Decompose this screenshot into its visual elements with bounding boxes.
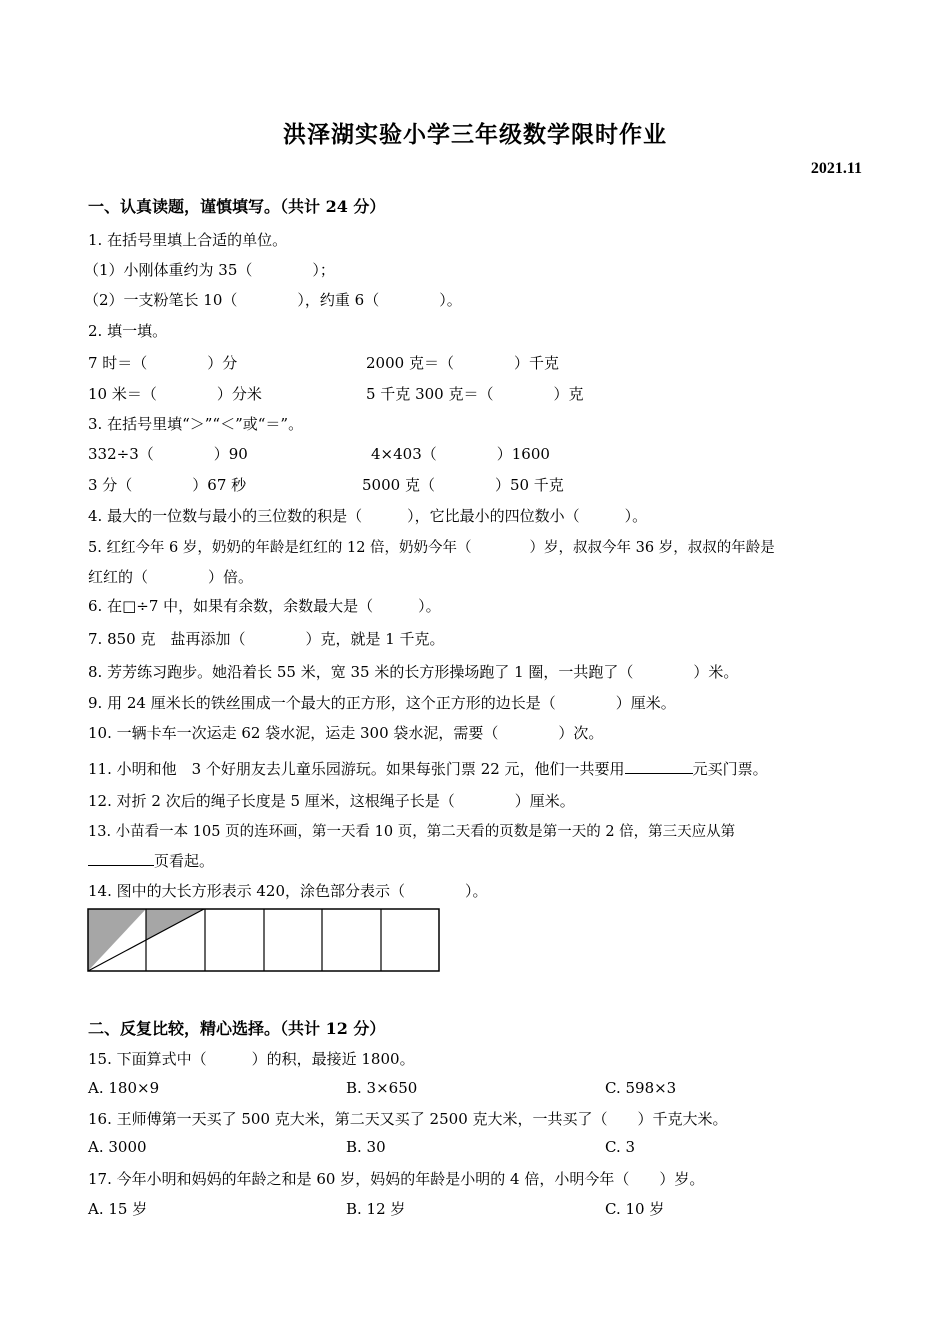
question-5-line-1: 5. 红红今年 6 岁，奶奶的年龄是红红的 12 倍，奶奶今年（ ）岁，叔叔今年 36 岁，叔叔的年龄是 [88,540,775,556]
question-3-item-c: 3 分（ ）67 秒 [88,476,247,494]
question-15-option-b: B. 3×650 [346,1079,418,1097]
question-15-option-a: A. 180×9 [88,1079,160,1097]
question-15-option-c: C. 598×3 [605,1079,677,1097]
question-10: 10. 一辆卡车一次运走 62 袋水泥，运走 300 袋水泥，需要（ ）次。 [88,724,604,742]
question-7: 7. 850 克 盐再添加（ ）克，就是 1 千克。 [88,630,445,648]
answer-blank [88,851,154,866]
question-4: 4. 最大的一位数与最小的三位数的积是（ ），它比最小的四位数小（ ）。 [88,507,648,525]
question-16: 16. 王师傅第一天买了 500 克大米，第二天又买了 2500 克大米，一共买了（ ）千克大米。 [88,1110,728,1128]
question-3-item-b: 4×403（ ）1600 [371,445,550,463]
section2-heading: 二、反复比较，精心选择。（共计 12 分） [88,1019,386,1038]
question-3-item-a: 332÷3（ ）90 [88,445,248,463]
question-3-item-d: 5000 克（ ）50 千克 [362,476,564,494]
question-2-item-a: 7 时＝（ ）分 [88,354,238,372]
question-13-suffix: 页看起。 [154,852,215,870]
question-6: 6. 在□÷7 中，如果有余数，余数最大是（ ）。 [88,597,441,615]
question-17-option-b: B. 12 岁 [346,1200,406,1218]
question-1: 1. 在括号里填上合适的单位。 [88,231,288,249]
date-label: 2021.11 [810,160,862,177]
question-17: 17. 今年小明和妈妈的年龄之和是 60 岁，妈妈的年龄是小明的 4 倍，小明今年（ ）岁。 [88,1170,705,1188]
answer-blank [625,759,693,774]
question-8: 8. 芳芳练习跑步。她沿着长 55 米，宽 35 米的长方形操场跑了 1 圈，一共跑了（ ）米。 [88,663,739,681]
question-15: 15. 下面算式中（ ）的积，最接近 1800。 [88,1050,415,1068]
question-11 [88,758,768,779]
question-5-line-2: 红红的（ ）倍。 [88,568,254,586]
question-2: 2. 填一填。 [88,322,168,340]
question-11-text: 11. 小明和他 3 个好朋友去儿童乐园游玩。如果每张门票 22 元，他们一共要用 [88,760,625,778]
question-16-option-b: B. 30 [346,1138,386,1156]
question-9: 9. 用 24 厘米长的铁丝围成一个最大的正方形，这个正方形的边长是（ ）厘米。 [88,694,676,712]
question-17-option-a: A. 15 岁 [88,1200,148,1218]
rectangle-figure [87,908,441,974]
question-16-option-c: C. 3 [605,1138,636,1156]
question-13-line-2 [88,850,214,871]
question-2-item-b: 2000 克＝（ ）千克 [366,354,559,372]
question-2-item-c: 10 米＝（ ）分米 [88,385,262,403]
question-1-part-1: （1）小刚体重约为 35（ ）； [84,261,335,279]
question-17-option-c: C. 10 岁 [605,1200,665,1218]
question-1-part-2: （2）一支粉笔长 10（ ），约重 6（ ）。 [84,291,462,309]
question-11-suffix: 元买门票。 [692,760,768,778]
question-2-item-d: 5 千克 300 克＝（ ）克 [366,385,584,403]
question-12: 12. 对折 2 次后的绳子长度是 5 厘米，这根绳子长是（ ）厘米。 [88,792,575,810]
question-13-line-1: 13. 小苗看一本 105 页的连环画，第一天看 10 页，第二天看的页数是第一天的 2 倍，第三天应从第 [88,824,736,840]
section1-heading: 一、认真读题，谨慎填写。（共计 24 分） [88,197,386,216]
question-16-option-a: A. 3000 [88,1138,147,1156]
question-3: 3. 在括号里填“＞”“＜”或“＝”。 [88,415,304,433]
shaded-region [88,909,146,971]
page-title: 洪泽湖实验小学三年级数学限时作业 [283,121,667,148]
question-14: 14. 图中的大长方形表示 420，涂色部分表示（ ）。 [88,882,488,900]
